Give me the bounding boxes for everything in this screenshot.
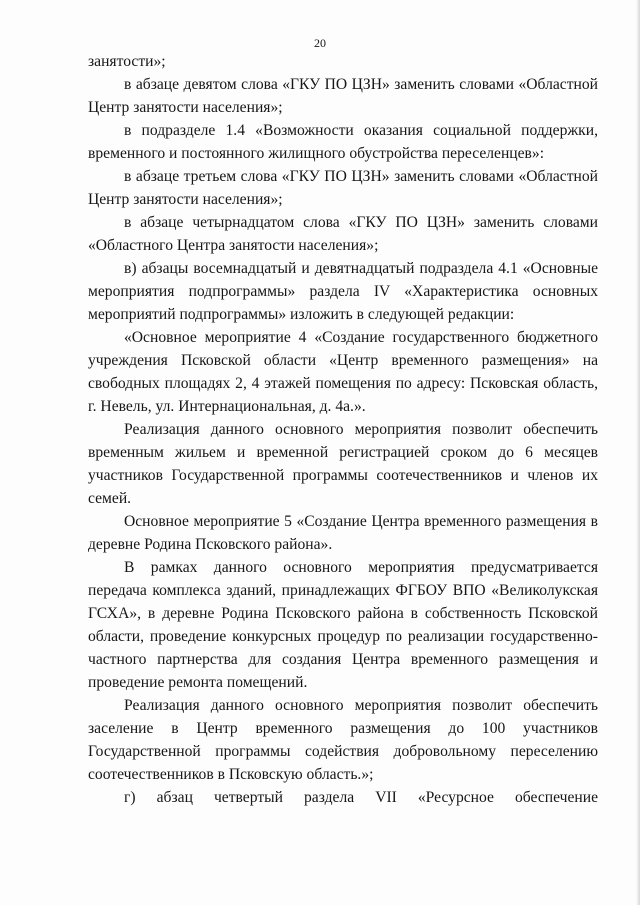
document-body xyxy=(88,50,598,809)
paragraph: Основное мероприятие 5 «Создание Центра временного размещения в деревне Родина Псковского района». xyxy=(88,513,598,553)
scan-edge xyxy=(636,0,640,905)
paragraph: «Основное мероприятие 4 «Создание государственного бюджетного учреждения Псковской области «Центр временного размещения» на свободных площадях 2, 4 этажей помещения по адресу: Псковская область, г. Невель, ул. Интернациональная, д. 4а.». xyxy=(88,329,598,415)
paragraph: Реализация данного основного мероприятия позволит обеспечить временным жильем и временной регистрацией сроком до 6 месяцев участников Государственной программы соотечественников и членов их семей. xyxy=(88,421,598,507)
paragraph: в абзаце четырнадцатом слова «ГКУ ПО ЦЗН» заменить словами «Областного Центра занятости населения»; xyxy=(88,214,598,254)
paragraph: В рамках данного основного мероприятия предусматривается передача комплекса зданий, принадлежащих ФГБОУ ВПО «Великолукская ГСХА», в деревне Родина Псковского района в собственность Псковской области, проведение конкурсных процедур по реализации государственно-частного партнерства для создания Центра временного размещения и проведение ремонта помещений. xyxy=(88,559,598,691)
paragraph: занятости»; xyxy=(88,53,166,70)
paragraph: Реализация данного основного мероприятия позволит обеспечить заселение в Центр временного размещения до 100 участников Государственной программы содействия добровольному переселению соотечественников в Псковскую область.»; xyxy=(88,697,598,783)
paragraph: г) абзац четвертый раздела VII «Ресурсное обеспечение xyxy=(124,789,598,806)
paragraph: в подразделе 1.4 «Возможности оказания социальной поддержки, временного и постоянного жилищного обустройства переселенцев»: xyxy=(88,122,598,162)
paragraph: в абзаце третьем слова «ГКУ ПО ЦЗН» заменить словами «Областной Центр занятости населения»; xyxy=(88,168,598,208)
paragraph: в) абзацы восемнадцатый и девятнадцатый подраздела 4.1 «Основные мероприятия подпрограммы» раздела IV «Характеристика основных мероприятий подпрограммы» изложить в следующей редакции: xyxy=(88,260,598,323)
paragraph: в абзаце девятом слова «ГКУ ПО ЦЗН» заменить словами «Областной Центр занятости населения»; xyxy=(88,76,598,116)
page-number: 20 xyxy=(314,36,326,50)
